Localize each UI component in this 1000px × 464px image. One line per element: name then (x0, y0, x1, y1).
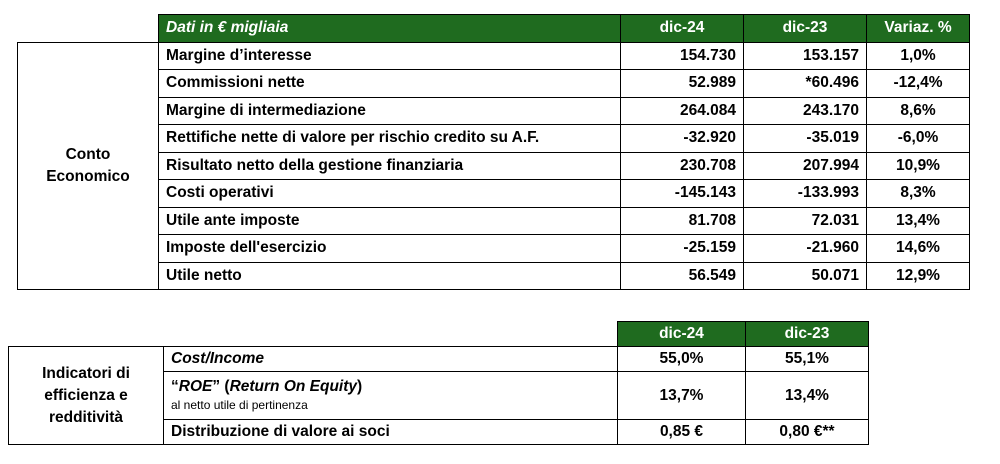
header-dic23: dic-23 (744, 15, 867, 43)
header-dic24: dic-24 (618, 322, 746, 347)
value-dic24: -32.920 (621, 125, 744, 153)
table-row (18, 262, 970, 290)
value-dic23: -21.960 (744, 235, 867, 263)
value-variation: 12,9% (867, 262, 970, 290)
value-dic23: 55,1% (746, 347, 869, 372)
category-conto-economico: Conto Economico (18, 42, 159, 290)
value-variation: 14,6% (867, 235, 970, 263)
value-variation: 13,4% (867, 207, 970, 235)
indicators-table (8, 321, 869, 445)
income-statement-table (17, 14, 970, 290)
roe-paren-close: ) (357, 377, 363, 395)
value-dic23: 13,4% (746, 372, 869, 420)
header-dic24: dic-24 (621, 15, 744, 43)
table-row (18, 97, 970, 125)
value-dic24: 230.708 (621, 152, 744, 180)
table-row (18, 70, 970, 98)
row-label: Margine di intermediazione (159, 97, 621, 125)
row-label: Commissioni nette (159, 70, 621, 98)
value-variation: -12,4% (867, 70, 970, 98)
value-dic24: 0,85 € (618, 420, 746, 445)
row-label-distribution: Distribuzione di valore ai soci (164, 420, 618, 445)
table-row (18, 42, 970, 70)
row-label: Imposte dell'esercizio (159, 235, 621, 263)
value-dic23: 207.994 (744, 152, 867, 180)
row-label: Costi operativi (159, 180, 621, 208)
table-row (18, 180, 970, 208)
table-row (18, 235, 970, 263)
row-label: Utile netto (159, 262, 621, 290)
value-dic23: 50.071 (744, 262, 867, 290)
header-variation: Variaz. % (867, 15, 970, 43)
roe-quote-close: ” ( (212, 377, 230, 395)
value-dic24: 264.084 (621, 97, 744, 125)
value-dic24: 55,0% (618, 347, 746, 372)
row-label: Rettifiche nette di valore per rischio credito su A.F. (159, 125, 621, 153)
value-dic24: -145.143 (621, 180, 744, 208)
value-dic24: 52.989 (621, 70, 744, 98)
row-label: Margine d’interesse (159, 42, 621, 70)
roe-sublabel: al netto utile di pertinenza (171, 397, 308, 412)
table-row (9, 347, 869, 372)
row-label-roe (164, 372, 618, 420)
value-dic24: -25.159 (621, 235, 744, 263)
roe-quote-open: “ (171, 377, 179, 395)
income-header-row (18, 15, 970, 43)
row-label: Utile ante imposte (159, 207, 621, 235)
value-dic23: -133.993 (744, 180, 867, 208)
header-data-label: Dati in € migliaia (159, 15, 621, 43)
row-label-cost-income: Cost/Income (164, 347, 618, 372)
roe-abbr: ROE (178, 377, 213, 395)
table-row (18, 152, 970, 180)
value-dic23: -35.019 (744, 125, 867, 153)
value-dic23: 0,80 €** (746, 420, 869, 445)
value-dic23: 243.170 (744, 97, 867, 125)
header-dic23: dic-23 (746, 322, 869, 347)
value-variation: 8,3% (867, 180, 970, 208)
value-dic23: 153.157 (744, 42, 867, 70)
roe-full: Return On Equity (229, 377, 358, 395)
value-variation: 10,9% (867, 152, 970, 180)
value-dic23: *60.496 (744, 70, 867, 98)
category-indicatori: Indicatori di efficienza e redditività (9, 347, 164, 445)
value-variation: 1,0% (867, 42, 970, 70)
value-variation: -6,0% (867, 125, 970, 153)
table-row (18, 125, 970, 153)
value-dic24: 56.549 (621, 262, 744, 290)
value-dic24: 154.730 (621, 42, 744, 70)
indicators-header-row (9, 322, 869, 347)
row-label: Risultato netto della gestione finanziaria (159, 152, 621, 180)
value-variation: 8,6% (867, 97, 970, 125)
value-dic24: 81.708 (621, 207, 744, 235)
table-row (18, 207, 970, 235)
value-dic24: 13,7% (618, 372, 746, 420)
value-dic23: 72.031 (744, 207, 867, 235)
